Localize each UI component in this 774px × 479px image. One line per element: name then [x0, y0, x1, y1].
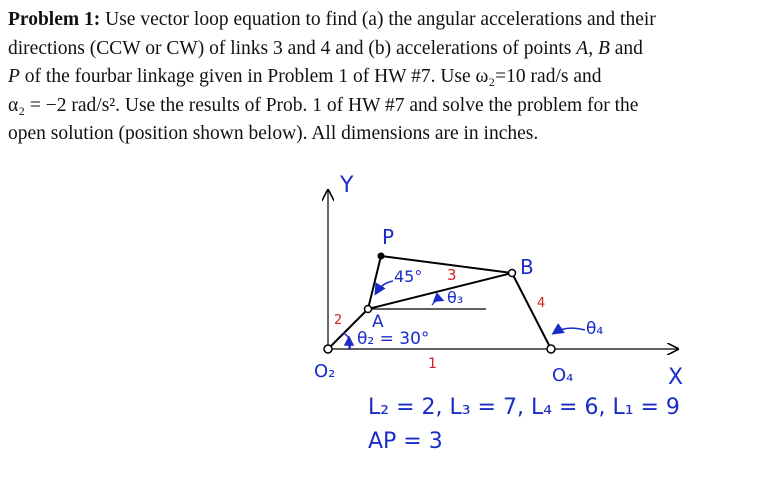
ground-link-label: 1: [428, 356, 437, 372]
point-b-label: B: [520, 255, 534, 279]
coupler-angle-label: 45°: [394, 267, 423, 286]
theta4-arc: [554, 328, 585, 333]
point-o4-label: O₄: [552, 365, 574, 386]
point-b-ref: B: [597, 37, 610, 59]
problem-line-2: directions (CCW or CW) of links 3 and 4 and (b) accelerations of points: [8, 37, 572, 59]
problem-line-4: α₂ = −2 rad/s². Use the results of Prob. 1 of HW #7 and solve the problem for the: [8, 94, 639, 116]
theta3-arrow: [432, 300, 442, 305]
point-o2-label: O₂: [314, 361, 336, 382]
problem-statement: Problem 1: Use vector loop equation to find (a) the angular accelerations and their directions (CCW or CW) of links 3 and 4 and (b) accelerations of points A, B and P of the fourbar linkage given in Problem 1 of HW #7. Use ω₂=10 rad/s and α₂ = −2 rad/s². Use the results of Prob. 1 of HW #7 and solve the problem for the open solution (position shown below). All dimensions are in inches.: [8, 9, 656, 144]
joint-o4: [547, 345, 555, 353]
y-axis-label: Y: [340, 173, 354, 198]
link-2-label: 2: [334, 313, 343, 328]
joint-b: [509, 270, 516, 277]
ap-length: AP = 3: [368, 429, 443, 454]
joint-a: [365, 306, 372, 313]
problem-line-5: open solution (position shown below). All dimensions are in inches.: [8, 123, 539, 144]
coupler-ap: [368, 256, 381, 309]
and-word: and: [614, 37, 643, 59]
joint-o2: [324, 345, 332, 353]
link-4-label: 4: [537, 296, 546, 311]
link-3: [368, 273, 512, 309]
problem-label: Problem 1:: [8, 9, 101, 30]
joint-p: [378, 253, 385, 260]
coupler-angle-arc: [376, 281, 393, 293]
link-lengths: L₂ = 2, L₃ = 7, L₄ = 6, L₁ = 9: [368, 395, 680, 420]
theta2-label: θ₂ = 30°: [357, 329, 430, 349]
point-p-label: P: [382, 225, 395, 249]
theta3-label: θ₃: [447, 288, 464, 307]
x-axis-label: X: [668, 365, 684, 390]
problem-line-1: Use vector loop equation to find (a) the angular accelerations and their: [105, 9, 656, 30]
point-p-ref: P: [8, 66, 20, 87]
link-4: [512, 273, 551, 349]
link-3-label: 3: [447, 266, 457, 284]
theta4-label: θ₄: [586, 319, 604, 339]
point-a-label: A: [372, 312, 384, 332]
point-a-ref: A: [576, 37, 589, 59]
problem-line-3: of the fourbar linkage given in Problem 1 of HW #7. Use ω₂=10 rad/s and: [24, 66, 602, 87]
